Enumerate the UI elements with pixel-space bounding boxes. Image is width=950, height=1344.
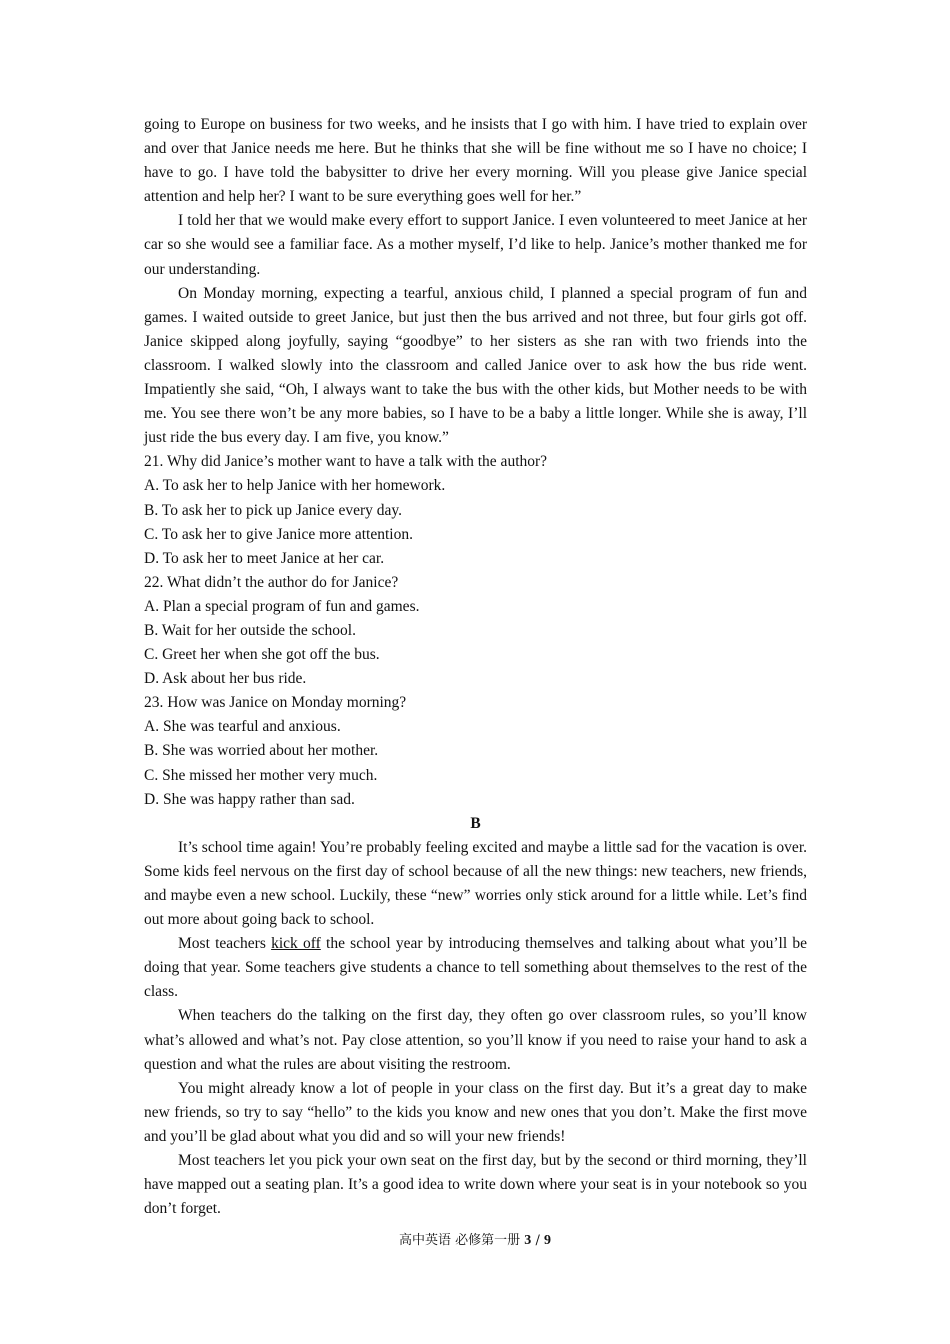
- passage-b-heading: B: [470, 814, 481, 832]
- passage-b-paragraph-3: When teachers do the talking on the first day, they often go over classroom rules, so you’ll know what’s allowed and what’s not. Pay close attention, so you’ll know if you need to raise your hand to ask a question and what the rules are about visiting the restroom.: [144, 1007, 807, 1073]
- passage-b-paragraph-5: Most teachers let you pick your own seat on the first day, but by the second or third morning, they’ll have mapped out a seating plan. It’s a good idea to write down where your seat is in your notebook so you don’t forget.: [144, 1152, 807, 1218]
- paragraph-text: Most teachers: [178, 935, 272, 953]
- option-a: A. She was tearful and anxious.: [144, 718, 341, 736]
- page-separator: /: [535, 1233, 540, 1248]
- option-d: D. Ask about her bus ride.: [144, 670, 307, 688]
- passage-a-paragraph-1: going to Europe on business for two weeks, and he insists that I go with him. I have tried to explain over and over that Janice needs me here. But he thinks that she will be fine without me so I have no choice; I have to go. I have told the babysitter to drive her every morning. Will you please give Janice special attention and help her? I want to be sure everything goes well for her.”: [144, 116, 807, 206]
- passage-b-paragraph-4: You might already know a lot of people in your class on the first day. But it’s a great day to make new friends, so try to say “hello” to the kids you know and new ones that you don’t. Make the first move and you’ll be glad about what you did and so will your new friends!: [144, 1079, 807, 1145]
- question-stem: 23. How was Janice on Monday morning?: [144, 694, 407, 712]
- course-title: 高中英语 必修第一册: [399, 1233, 521, 1248]
- passage-b-paragraph-1: It’s school time again! You’re probably feeling excited and maybe a little sad for the vacation is over. Some kids feel nervous on the first day of school because of all the new things: new teachers, new friends, and maybe even a new school. Luckily, these “new” worries only stick around for a little while. Let’s find out more about going back to school.: [144, 838, 807, 929]
- document-body: [144, 113, 807, 1221]
- option-b: B. She was worried about her mother.: [144, 742, 379, 760]
- question-22: [144, 571, 807, 691]
- passage-b-paragraph-2: [144, 932, 807, 1004]
- option-b: B. Wait for her outside the school.: [144, 621, 356, 639]
- page-footer: [0, 1229, 950, 1249]
- question-stem: 22. What didn’t the author do for Janice?: [144, 573, 399, 591]
- option-d: D. To ask her to meet Janice at her car.: [144, 549, 385, 567]
- page-total: 9: [543, 1233, 551, 1248]
- passage-a-paragraph-2: I told her that we would make every effort to support Janice. I even volunteered to meet Janice at her car so she would see a familiar face. As a mother myself, I’d like to help. Janice’s mother thanked me for our understanding.: [144, 212, 807, 278]
- option-a: A. To ask her to help Janice with her homework.: [144, 477, 446, 495]
- option-c: C. Greet her when she got off the bus.: [144, 646, 380, 664]
- question-stem: 21. Why did Janice’s mother want to have a talk with the author?: [144, 453, 548, 471]
- passage-a-paragraph-3: On Monday morning, expecting a tearful, anxious child, I planned a special program of fun and games. I waited outside to greet Janice, but just then the bus arrived and not three, but four girls got off. Janice skipped along joyfully, saying “goodbye” to her sisters as she ran with two friends into the classroom. I walked slowly into the classroom and called Janice over to ask how the bus ride went. Impatiently she said, “Oh, I always want to take the bus with the other kids, but Mother needs to be with me. You see there won’t be any more babies, so I have to be a baby a little longer. While she is away, I’ll just ride the bus every day. I am five, you know.”: [144, 284, 807, 447]
- underlined-phrase: kick off: [271, 935, 321, 953]
- option-c: C. To ask her to give Janice more attention.: [144, 525, 413, 543]
- option-a: A. Plan a special program of fun and games.: [144, 597, 420, 615]
- question-23: [144, 691, 807, 811]
- option-d: D. She was happy rather than sad.: [144, 790, 355, 808]
- option-b: B. To ask her to pick up Janice every day.: [144, 501, 403, 519]
- option-c: C. She missed her mother very much.: [144, 766, 378, 784]
- question-21: [144, 450, 807, 570]
- page-number: 3: [524, 1233, 532, 1248]
- paragraph-text: the school year by introducing themselves and talking about what you’ll be doing that year. Some teachers give students a chance to tell something about themselves to the rest of the class.: [144, 935, 808, 1001]
